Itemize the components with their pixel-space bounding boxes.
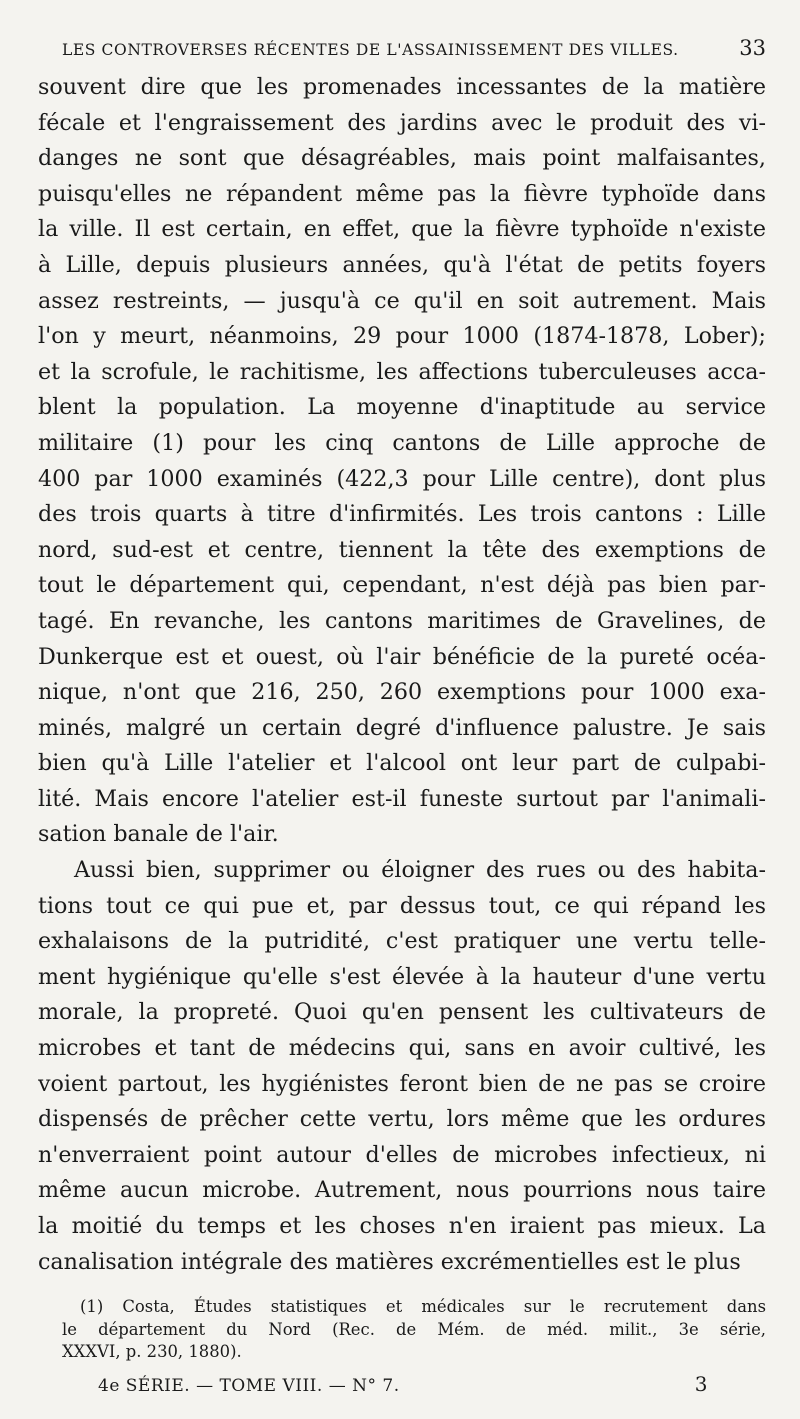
- text-line: souvent dire que les promenades incessantes de la matière: [38, 74, 766, 100]
- text-line: microbes et tant de médecins qui, sans en avoir cultivé, les: [38, 1035, 766, 1062]
- text-line: nord, sud-est et centre, tiennent la tête des exemptions de: [38, 536, 766, 563]
- text-line: tout le département qui, cependant, n'est déjà pas bien par-: [38, 572, 766, 599]
- text-line: danges ne sont que désagréables, mais point malfaisantes,: [38, 145, 766, 172]
- text-line: canalisation intégrale des matières excrémentielles est le plus: [38, 1248, 741, 1275]
- text-line: exhalaisons de la putridité, c'est pratiquer une vertu telle-: [38, 928, 766, 955]
- text-line: voient partout, les hygiénistes feront bien de ne pas se croire: [38, 1070, 766, 1097]
- text-line: lité. Mais encore l'atelier est-il funeste surtout par l'animali-: [38, 785, 766, 812]
- text-line: et la scrofule, le rachitisme, les affections tuberculeuses acca-: [38, 358, 766, 385]
- series-info: 4e SÉRIE. — TOME VIII. — N° 7.: [98, 1376, 400, 1396]
- printer-signature-line: [98, 1372, 766, 1396]
- text-line: nique, n'ont que 216, 250, 260 exemptions pour 1000 exa-: [38, 679, 766, 706]
- text-line: à Lille, depuis plusieurs années, qu'à l'état de petits foyers: [38, 251, 766, 278]
- text-line: fécale et l'engraissement des jardins avec le produit des vi-: [38, 109, 766, 136]
- running-title: LES CONTROVERSES RÉCENTES DE L'ASSAINISSEMENT DES VILLES.: [62, 41, 679, 59]
- text-line: Aussi bien, supprimer ou éloigner des rues ou des habita-: [74, 857, 766, 884]
- text-line: tions tout ce qui pue et, par dessus tout, ce qui répand les: [38, 892, 766, 919]
- footnote-line: (1) Costa, Études statistiques et médicales sur le recrutement dans: [80, 1297, 766, 1316]
- text-line: minés, malgré un certain degré d'influence palustre. Je sais: [38, 714, 766, 741]
- text-line: militaire (1) pour les cinq cantons de Lille approche de: [38, 429, 766, 456]
- text-line: des trois quarts à titre d'infirmités. Les trois cantons : Lille: [38, 501, 766, 528]
- page-number: 33: [739, 36, 766, 60]
- body-text: [38, 70, 766, 1280]
- signature-mark: 3: [694, 1372, 708, 1396]
- text-line: tagé. En revanche, les cantons maritimes de Gravelines, de: [38, 607, 766, 634]
- text-line: sation banale de l'air.: [38, 821, 279, 848]
- text-line: la ville. Il est certain, en effet, que la fièvre typhoïde n'existe: [38, 216, 766, 243]
- text-line: dispensés de prêcher cette vertu, lors même que les ordures: [38, 1106, 766, 1133]
- text-line: assez restreints, — jusqu'à ce qu'il en soit autrement. Mais: [38, 287, 766, 314]
- text-line: blent la population. La moyenne d'inaptitude au service: [38, 394, 766, 421]
- footnote-line: le département du Nord (Rec. de Mém. de méd. milit., 3e série,: [62, 1319, 766, 1339]
- text-line: Dunkerque est et ouest, où l'air bénéficie de la pureté océa-: [38, 643, 766, 670]
- footnote-line: XXXVI, p. 230, 1880).: [62, 1342, 242, 1361]
- text-line: même aucun microbe. Autrement, nous pourrions nous taire: [38, 1177, 766, 1204]
- text-line: 400 par 1000 examinés (422,3 pour Lille centre), dont plus: [38, 465, 766, 492]
- text-line: bien qu'à Lille l'atelier et l'alcool ont leur part de culpabi-: [38, 750, 766, 777]
- text-line: morale, la propreté. Quoi qu'en pensent les cultivateurs de: [38, 999, 766, 1026]
- text-line: la moitié du temps et les choses n'en iraient pas mieux. La: [38, 1213, 766, 1239]
- text-line: ment hygiénique qu'elle s'est élevée à la hauteur d'une vertu: [38, 963, 766, 990]
- text-line: n'enverraient point autour d'elles de microbes infectieux, ni: [38, 1141, 766, 1168]
- text-line: puisqu'elles ne répandent même pas la fièvre typhoïde dans: [38, 180, 766, 207]
- text-line: l'on y meurt, néanmoins, 29 pour 1000 (1874-1878, Lober);: [38, 323, 766, 350]
- running-header: [62, 36, 766, 60]
- footnote: [62, 1296, 766, 1364]
